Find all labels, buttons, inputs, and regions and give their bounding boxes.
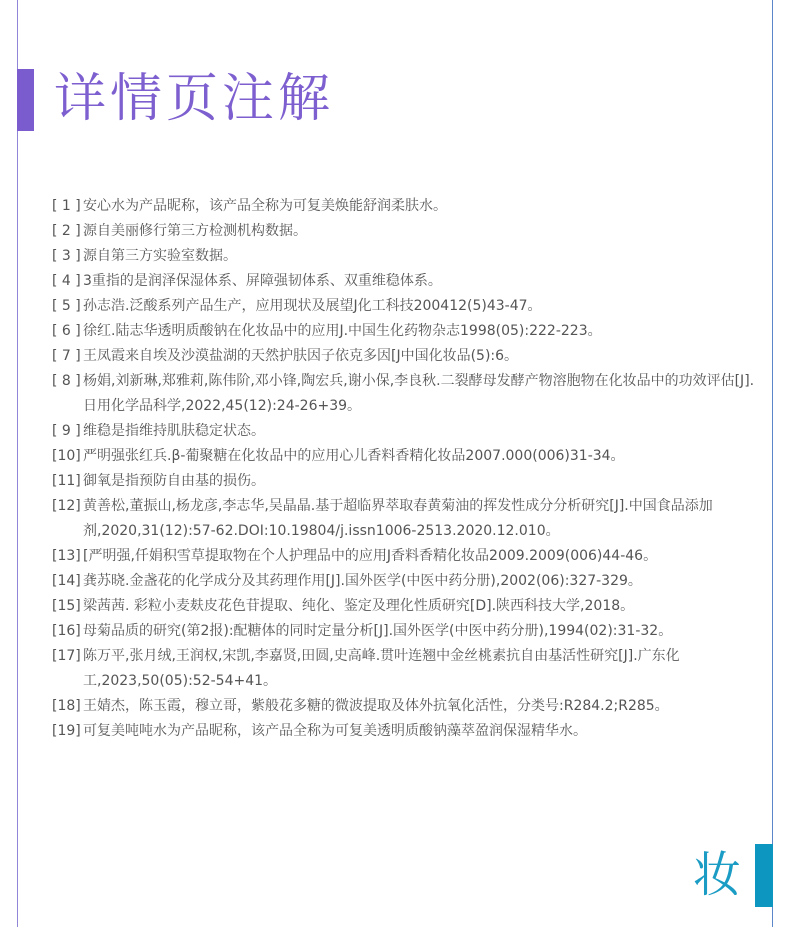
note-number: [ 4 ] <box>52 273 81 289</box>
note-text: 徐红.陆志华透明质酸钠在化妆品中的应用J.中国生化药物杂志1998(05):222-223。 <box>83 323 602 339</box>
note-text: 可复美吨吨水为产品昵称，该产品全称为可复美透明质酸钠藻萃盈润保湿精华水。 <box>83 723 587 739</box>
note-item <box>52 419 757 444</box>
notes-list <box>52 194 757 744</box>
note-number: [ 9 ] <box>52 423 81 439</box>
note-number: [13] <box>52 548 81 564</box>
note-item <box>52 369 757 419</box>
note-number: [11] <box>52 473 81 489</box>
note-text: 御氧是指预防自由基的损伤。 <box>83 473 265 489</box>
note-item <box>52 344 757 369</box>
corner-character: 妆 <box>693 847 742 903</box>
note-item <box>52 294 757 319</box>
note-number: [14] <box>52 573 81 589</box>
note-item <box>52 444 757 469</box>
note-number: [ 8 ] <box>52 373 81 389</box>
note-number: [ 2 ] <box>52 223 81 239</box>
note-item <box>52 644 757 694</box>
note-number: [10] <box>52 448 81 464</box>
title-accent-bar <box>17 69 34 131</box>
note-text: 龚苏晓.金盏花的化学成分及其药理作用[J].国外医学(中医中药分册),2002(06):327-329。 <box>83 573 642 589</box>
note-text: 3重指的是润泽保湿体系、屏障强韧体系、双重维稳体系。 <box>83 273 442 289</box>
note-text: 孙志浩.泛酸系列产品生产，应用现状及展望J化工科技200412(5)43-47。 <box>83 298 542 314</box>
note-item <box>52 319 757 344</box>
note-item <box>52 494 757 544</box>
note-item <box>52 594 757 619</box>
note-text: 王婧杰，陈玉霞，穆立哥，紫般花多糖的微波提取及体外抗氧化活性，分类号:R284.2;R285。 <box>83 698 669 714</box>
note-text: 严明强张红兵.β-葡聚糖在化妆品中的应用心儿香料香精化妆品2007.000(006)31-34。 <box>83 448 625 464</box>
right-frame-line <box>772 0 773 927</box>
note-number: [ 1 ] <box>52 198 81 214</box>
note-text: 安心水为产品昵称，该产品全称为可复美焕能舒润柔肤水。 <box>83 198 447 214</box>
note-number: [ 6 ] <box>52 323 81 339</box>
note-item <box>52 219 757 244</box>
note-number: [16] <box>52 623 81 639</box>
note-text: 源自第三方实验室数据。 <box>83 248 237 264</box>
note-item <box>52 194 757 219</box>
note-text: 黄善松,董振山,杨龙彦,李志华,吴晶晶.基于超临界萃取春黄菊油的挥发性成分分析研究[J].中国食品添加剂,2020,31(12):57-62.DOI:10.19804/j.issn1006-2513.2020.12.010。 <box>83 498 713 539</box>
note-number: [15] <box>52 598 81 614</box>
note-text: 维稳是指维持肌肤稳定状态。 <box>83 423 265 439</box>
note-item <box>52 569 757 594</box>
note-item <box>52 244 757 269</box>
note-text: 陈万平,张月绒,王润权,宋凯,李嘉贤,田圆,史高峰.贯叶连翘中金丝桃素抗自由基活性研究[J].广东化工,2023,50(05):52-54+41。 <box>83 648 680 689</box>
note-item <box>52 619 757 644</box>
note-text: 源自美丽修行第三方检测机构数据。 <box>83 223 307 239</box>
note-item <box>52 269 757 294</box>
note-number: [19] <box>52 723 81 739</box>
note-text: 梁茜茜. 彩粒小麦麸皮花色苷提取、纯化、鉴定及理化性质研究[D].陕西科技大学,2018。 <box>83 598 635 614</box>
note-number: [12] <box>52 498 81 514</box>
page-title: 详情页注解 <box>54 69 335 129</box>
note-number: [17] <box>52 648 81 664</box>
note-number: [18] <box>52 698 81 714</box>
note-item <box>52 469 757 494</box>
left-frame-line <box>17 0 18 927</box>
note-text: [严明强,仟娟积雪草提取物在个人护理品中的应用J香料香精化妆品2009.2009(006)44-46。 <box>83 548 658 564</box>
note-text: 王凤霞来自埃及沙漠盐湖的天然护肤因子依克多因[J中国化妆品(5):6。 <box>83 348 519 364</box>
note-item <box>52 694 757 719</box>
note-text: 母菊品质的研究(第2报):配糖体的同时定量分析[J].国外医学(中医中药分册),1994(02):31-32。 <box>83 623 673 639</box>
corner-accent-bar <box>755 844 773 907</box>
note-number: [ 3 ] <box>52 248 81 264</box>
note-number: [ 5 ] <box>52 298 81 314</box>
note-text: 杨娟,刘新琳,郑雅莉,陈伟阶,邓小锋,陶宏兵,谢小保,李良秋.二裂酵母发酵产物溶胞物在化妆品中的功效评估[J].日用化学品科学,2022,45(12):24-26+39。 <box>83 373 755 414</box>
note-item <box>52 544 757 569</box>
note-item <box>52 719 757 744</box>
note-number: [ 7 ] <box>52 348 81 364</box>
